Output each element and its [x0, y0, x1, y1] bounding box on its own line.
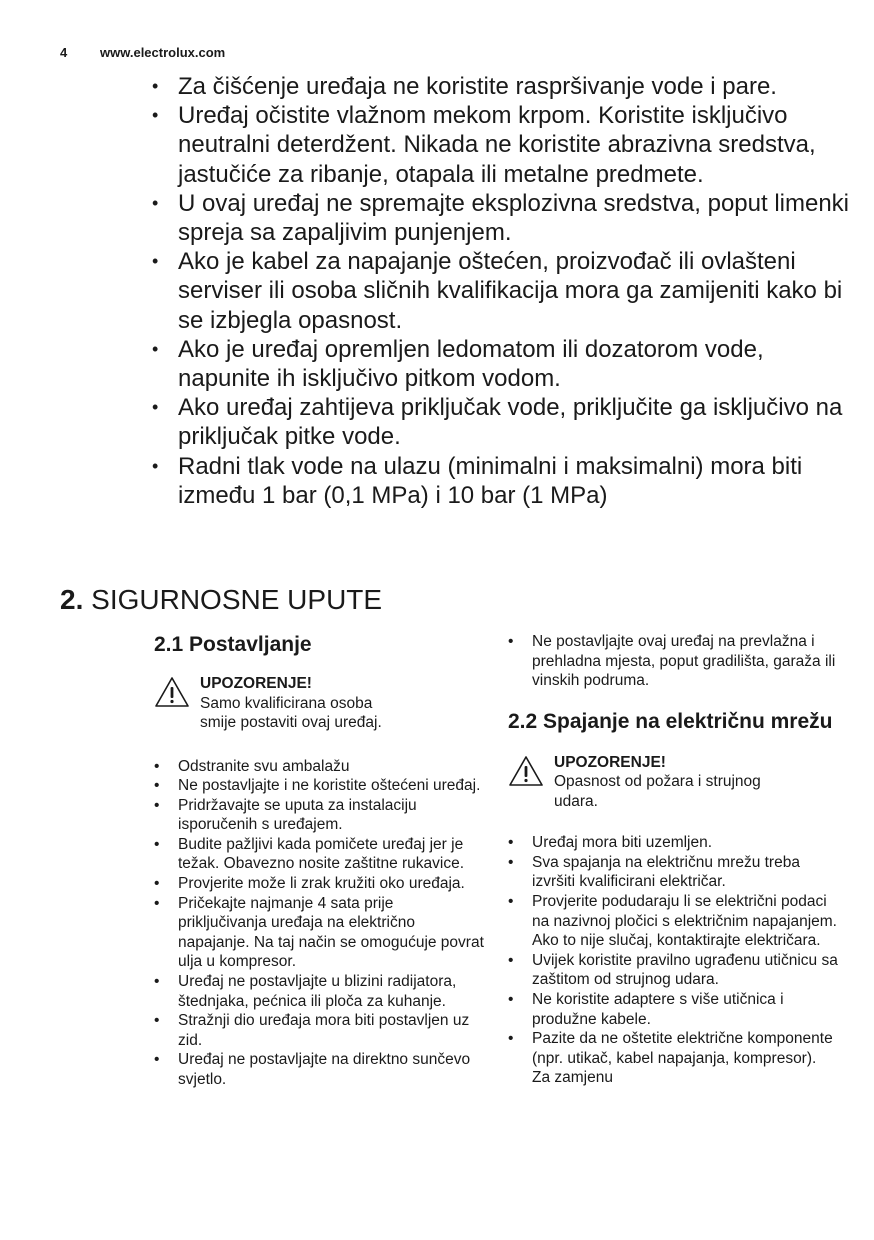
list-item: • Ako uređaj zahtijeva priključak vode, priključite ga isključivo na priključak pitke vode.	[152, 393, 852, 451]
warning-title: UPOZORENJE!	[554, 753, 666, 771]
warning-title: UPOZORENJE!	[200, 675, 312, 692]
left-column	[154, 632, 484, 1090]
section-heading	[60, 584, 382, 616]
page-number: 4	[60, 45, 68, 60]
list-item: • Ne koristite adaptere s više utičnica i produžne kabele.	[508, 990, 838, 1029]
list-item: • Radni tlak vode na ulazu (minimalni i maksimalni) mora biti između 1 bar (0,1 MPa) i 10 bar (1 MPa)	[152, 452, 852, 510]
list-item: • Pridržavajte se uputa za instalaciju isporučenih s uređajem.	[154, 796, 484, 835]
list-item: • Provjerite podudaraju li se električni podaci na nazivnoj pločici s električnim napajanjem. Ako to nije slučaj, kontaktirajte električara.	[508, 892, 838, 951]
cleaning-bullet-list	[152, 72, 852, 510]
list-item: • Stražnji dio uređaja mora biti postavljen uz zid.	[154, 1011, 484, 1050]
subsection-heading-installation	[154, 632, 484, 658]
subsection-title: Postavljanje	[189, 633, 312, 656]
list-item: • Uređaj ne postavljajte u blizini radijatora, štednjaka, pećnica ili ploča za kuhanje.	[154, 972, 484, 1011]
list-item: • Uvijek koristite pravilno ugrađenu utičnicu sa zaštitom od strujnog udara.	[508, 951, 838, 990]
list-item: • Sva spajanja na električnu mrežu treba izvršiti kvalificirani električar.	[508, 853, 838, 892]
list-item: • Ako je uređaj opremljen ledomatom ili dozatorom vode, napunite ih isključivo pitkom vodom.	[152, 335, 852, 393]
installation-continued-list	[508, 632, 838, 691]
list-item: • Pazite da ne oštetite električne komponente (npr. utikač, kabel napajanja, kompresor). Za zamjenu	[508, 1029, 838, 1088]
list-item: • Za čišćenje uređaja ne koristite raspršivanje vode i pare.	[152, 72, 852, 101]
section-title: SIGURNOSNE UPUTE	[91, 584, 383, 615]
list-item: • Ne postavljajte i ne koristite oštećeni uređaj.	[154, 776, 484, 796]
section-number: 2.	[60, 584, 84, 615]
list-item: • Odstranite svu ambalažu	[154, 757, 484, 777]
warning-text: Opasnost od požara i strujnog udara.	[554, 773, 761, 810]
warning-triangle-icon	[154, 676, 190, 708]
list-item: • Uređaj ne postavljajte na direktno sunčevo svjetlo.	[154, 1050, 484, 1089]
subsection-title: Spajanje na električnu mrežu	[543, 709, 833, 733]
list-item: • Ako je kabel za napajanje oštećen, proizvođač ili ovlašteni serviser ili osoba sličnih kvalifikacija mora ga zamijeniti kako bi se izbjegla opasnost.	[152, 247, 852, 335]
list-item: • Uređaj mora biti uzemljen.	[508, 833, 838, 853]
subsection-number: 2.2	[508, 709, 538, 733]
warning-box	[508, 753, 838, 812]
list-item: • Uređaj očistite vlažnom mekom krpom. Koristite isključivo neutralni deterdžent. Nikada ne koristite abrazivna sredstva, jastučiće za ribanje, otapala ili metalne predmete.	[152, 101, 852, 189]
subsection-heading-electrical	[508, 709, 838, 735]
website-url: www.electrolux.com	[100, 45, 226, 60]
installation-bullet-list	[154, 757, 484, 1090]
right-column	[508, 632, 838, 1088]
list-item: • Budite pažljivi kada pomičete uređaj jer je težak. Obavezno nosite zaštitne rukavice.	[154, 835, 484, 874]
subsection-number: 2.1	[154, 633, 184, 656]
list-item: • Ne postavljajte ovaj uređaj na prevlažna i prehladna mjesta, poput gradilišta, garaža ili vinskih podruma.	[508, 632, 838, 691]
page-header	[60, 45, 225, 60]
warning-text: Samo kvalificirana osoba smije postaviti ovaj uređaj.	[200, 694, 382, 731]
warning-box	[154, 674, 484, 733]
list-item: • Provjerite može li zrak kružiti oko uređaja.	[154, 874, 484, 894]
list-item: • U ovaj uređaj ne spremajte eksplozivna sredstva, poput limenki spreja sa zapaljivim punjenjem.	[152, 189, 852, 247]
warning-triangle-icon	[508, 755, 544, 787]
list-item: • Pričekajte najmanje 4 sata prije priključivanja uređaja na električno napajanje. Na taj način se omogućuje povrat ulja u kompresor.	[154, 894, 484, 972]
electrical-bullet-list	[508, 833, 838, 1088]
